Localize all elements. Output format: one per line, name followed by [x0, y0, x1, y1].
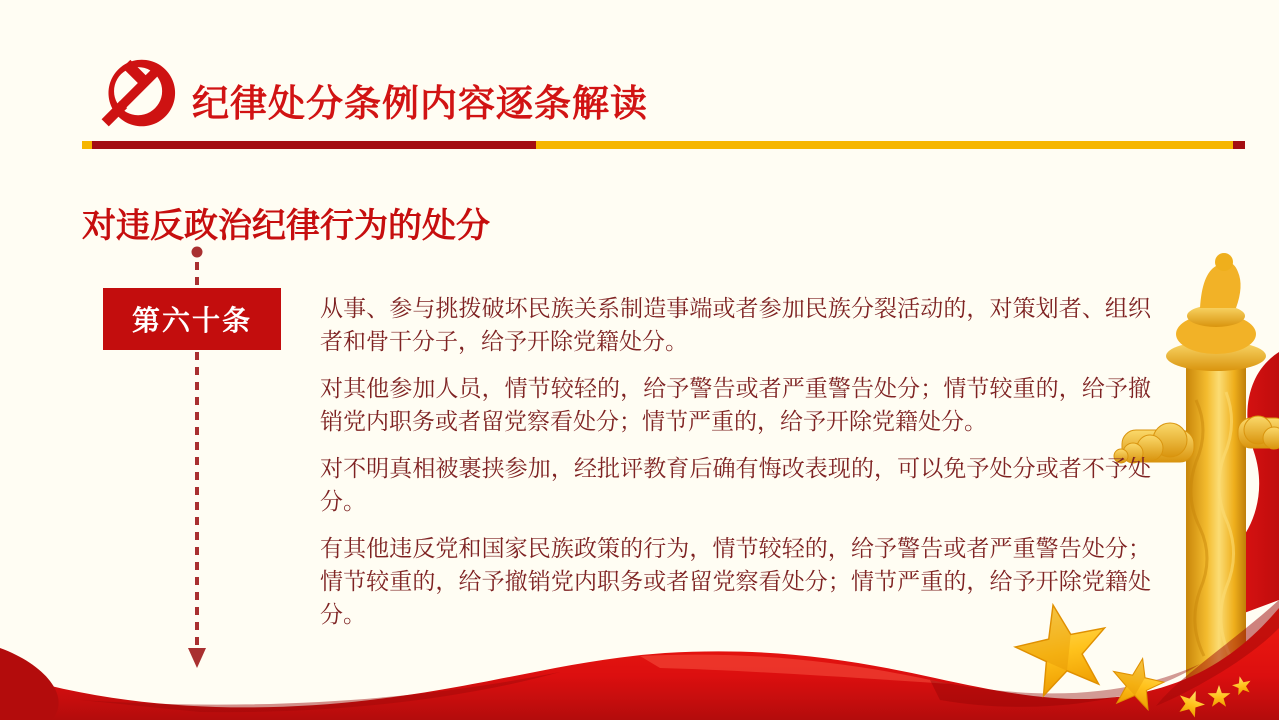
party-emblem-icon	[94, 56, 184, 130]
divider-red-cap	[1233, 141, 1245, 149]
article-paragraph-3: 对不明真相被裹挟参加，经批评教育后确有悔改表现的，可以免予处分或者不予处分。	[320, 455, 1151, 514]
connector-dot	[192, 247, 203, 258]
article-body	[320, 292, 1151, 645]
article-badge	[103, 288, 281, 350]
divider-red-segment	[92, 141, 536, 149]
article-paragraph-4: 有其他违反党和国家民族政策的行为，情节较轻的，给予警告或者严重警告处分；情节较重的，给予撤销党内职务或者留党察看处分；情节严重的，给予开除党籍处分。	[320, 535, 1151, 627]
divider-gold-cap	[82, 141, 92, 149]
connector-arrow-icon	[188, 648, 206, 668]
page-title: 纪律处分条例内容逐条解读	[192, 83, 648, 124]
title-divider	[82, 141, 1245, 149]
divider-gold-segment	[536, 141, 1233, 149]
article-paragraph-1: 从事、参与挑拨破坏民族关系制造事端或者参加民族分裂活动的，对策划者、组织者和骨干分子，给予开除党籍处分。	[320, 295, 1151, 354]
article-badge-label: 第六十条	[131, 305, 252, 336]
article-paragraph-2: 对其他参加人员，情节较轻的，给予警告或者严重警告处分；情节较重的，给予撤销党内职务或者留党察看处分；情节严重的，给予开除党籍处分。	[320, 375, 1151, 434]
section-heading: 对违反政治纪律行为的处分	[82, 207, 490, 245]
